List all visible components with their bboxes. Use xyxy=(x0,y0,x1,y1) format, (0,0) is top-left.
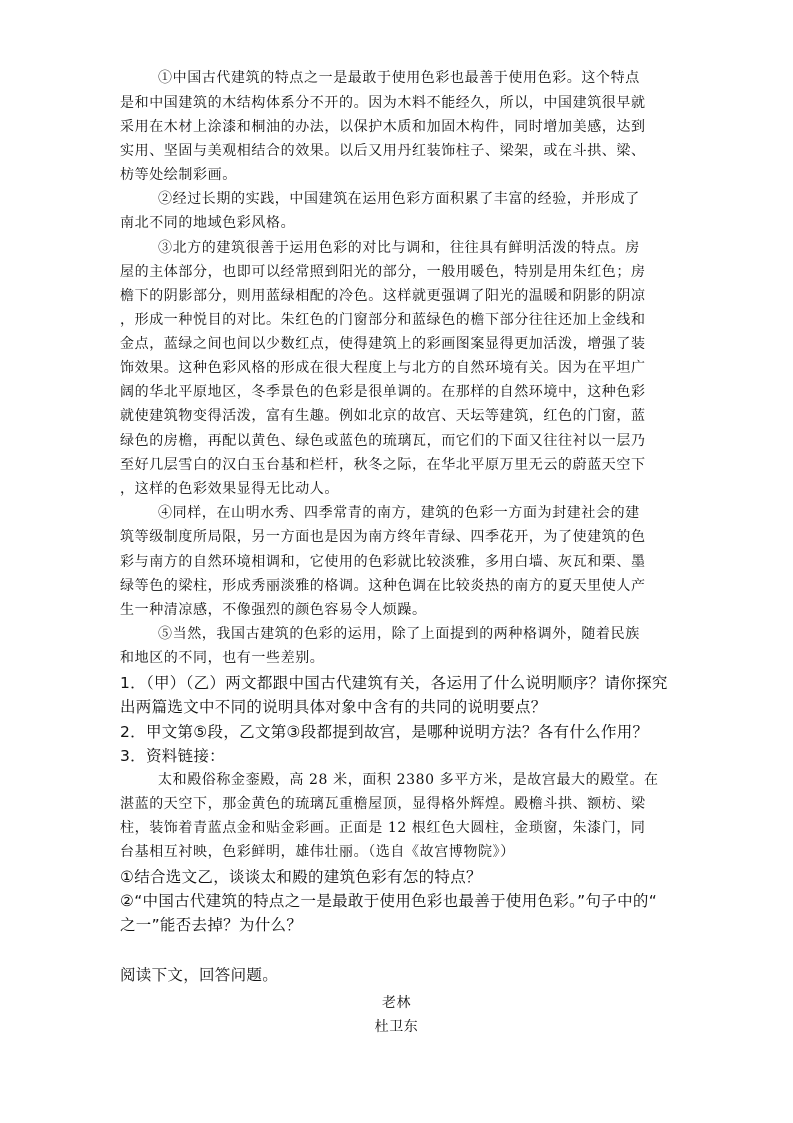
question-1-line1: 1．（甲）（乙）两文都跟中国古代建筑有关，各运用了什么说明顺序？请你探究 xyxy=(120,674,668,692)
next-article-title: 老林 xyxy=(381,995,412,1011)
article-p4-line1: ④同样，在山明水秀、四季常青的南方，建筑的色彩一方面为封建社会的建 xyxy=(158,505,640,521)
question-3: 3．资料链接： xyxy=(120,747,225,765)
sub-question-1: ①结合选文乙，谈谈太和殿的建筑色彩有怎的特点？ xyxy=(120,868,482,886)
article-p1-line1: ①中国古代建筑的特点之一是最敢于使用色彩也最善于使用色彩。这个特点 xyxy=(158,70,640,86)
reading-instruction: 阅读下文，回答问题。 xyxy=(120,966,279,984)
article-p3-line9: 绿色的房檐，再配以黄色、绿色或蓝色的琉璃瓦，而它们的下面又往往衬以一层乃 xyxy=(120,433,646,449)
article-p3-line10: 至好几层雪白的汉白玉台基和栏杆，秋冬之际，在华北平原万里无云的蔚蓝天空下 xyxy=(120,457,646,473)
article-p5-line1: ⑤当然，我国古建筑的色彩的运用，除了上面提到的两种格调外，随着民族 xyxy=(158,626,640,642)
article-p4-line4: 绿等色的梁柱，形成秀丽淡雅的格调。这种色调在比较炎热的南方的夏天里使人产 xyxy=(120,578,646,594)
material-line3: 柱，装饰着青蓝点金和贴金彩画。正面是 12 根红色大圆柱，金琐窗，朱漆门，同 xyxy=(120,820,646,836)
article-p3-line7: 阔的华北平原地区，冬季景色的色彩是很单调的。在那样的自然环境中，这种色彩 xyxy=(120,384,646,400)
question-2: 2．甲文第⑤段，乙文第③段都提到故宫，是哪种说明方法？各有什么作用？ xyxy=(120,723,649,741)
material-line2: 湛蓝的天空下，那金黄色的琉璃瓦重檐屋顶，显得格外辉煌。殿檐斗拱、额枋、梁 xyxy=(120,796,646,812)
article-p1-line5: 枋等处绘制彩画。 xyxy=(120,167,237,183)
sub-question-2-line1: ②“中国古代建筑的特点之一是最敢于使用色彩也最善于使用色彩。”句子中的“ xyxy=(120,892,658,910)
article-p3-line6: 饰效果。这种色彩风格的形成在很大程度上与北方的自然环境有关。因为在平坦广 xyxy=(120,360,646,376)
article-p2-line2: 南北不同的地域色彩风格。 xyxy=(120,215,296,231)
article-p3-line11: ，这样的色彩效果显得无比动人。 xyxy=(120,481,339,497)
article-p4-line3: 彩与南方的自然环境相调和，它使用的色彩就比较淡雅，多用白墙、灰瓦和栗、墨 xyxy=(120,554,646,570)
article-p1-line4: 实用、坚固与美观相结合的效果。以后又用丹红装饰柱子、梁架，或在斗拱、梁、 xyxy=(120,143,646,159)
article-p5-line2: 和地区的不同，也有一些差别。 xyxy=(120,650,325,666)
material-line1: 太和殿俗称金銮殿，高 28 米，面积 2380 多平方米，是故宫最大的殿堂。在 xyxy=(158,772,659,788)
article-p3-line4: ，形成一种悦目的对比。朱红色的门窗部分和蓝绿色的檐下部分往往还加上金线和 xyxy=(120,312,646,328)
article-p1-line2: 是和中国建筑的木结构体系分不开的。因为木料不能经久，所以，中国建筑很早就 xyxy=(120,95,646,111)
article-p2-line1: ②经过长期的实践，中国建筑在运用色彩方面积累了丰富的经验，并形成了 xyxy=(158,191,640,207)
sub-question-2-line2: 之一”能否去掉？为什么？ xyxy=(120,916,303,934)
article-p4-line5: 生一种清凉感，不像强烈的颜色容易令人烦躁。 xyxy=(120,602,427,618)
material-line4: 台基相互衬映，色彩鲜明，雄伟壮丽。（选自《故宫博物院》） xyxy=(120,844,515,860)
question-1-line2: 出两篇选文中不同的说明具体对象中含有的共同的说明要点？ xyxy=(120,698,547,716)
article-p3-line8: 就使建筑物变得活泼，富有生趣。例如北京的故宫、天坛等建筑，红色的门窗，蓝 xyxy=(120,408,646,424)
next-article-author: 杜卫东 xyxy=(374,1019,419,1035)
article-p3-line5: 金点，蓝绿之间也间以少数红点，使得建筑上的彩画图案显得更加活泼，增强了装 xyxy=(120,336,646,352)
article-p3-line3: 檐下的阴影部分，则用蓝绿相配的冷色。这样就更强调了阳光的温暖和阴影的阴凉 xyxy=(120,288,646,304)
article-p3-line2: 屋的主体部分，也即可以经常照到阳光的部分，一般用暖色，特别是用朱红色；房 xyxy=(120,264,646,280)
article-p4-line2: 筑等级制度所局限，另一方面也是因为南方终年青绿、四季花开，为了使建筑的色 xyxy=(120,529,646,545)
article-p3-line1: ③北方的建筑很善于运用色彩的对比与调和，往往具有鲜明活泼的特点。房 xyxy=(158,240,640,256)
article-p1-line3: 采用在木材上涂漆和桐油的办法，以保护木质和加固木构件，同时增加美感，达到 xyxy=(120,119,646,135)
